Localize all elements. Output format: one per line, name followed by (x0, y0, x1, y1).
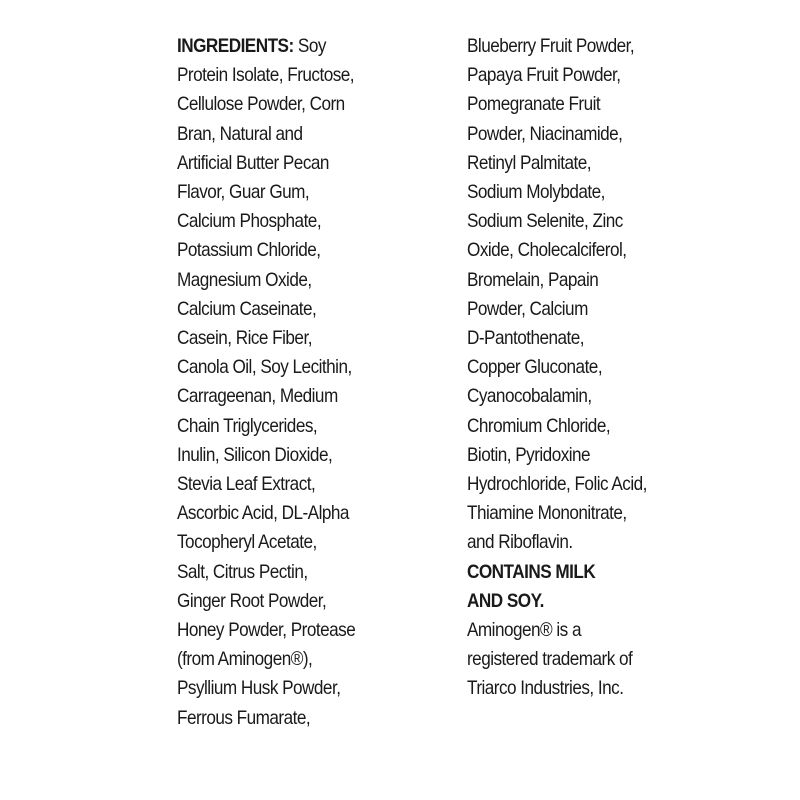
ingredients-text-line: Stevia Leaf Extract, (177, 473, 316, 496)
ingredients-text-line: Casein, Rice Fiber, (177, 327, 312, 350)
ingredients-text-line: Powder, Niacinamide, (467, 122, 623, 145)
ingredients-text-line: Canola Oil, Soy Lecithin, (177, 356, 352, 379)
ingredients-text-line: Ferrous Fumarate, (177, 706, 311, 729)
ingredients-text-line: Chromium Chloride, (467, 414, 611, 437)
ingredients-text-line: Carrageenan, Medium (177, 385, 338, 408)
ingredients-text-line: Cellulose Powder, Corn (177, 93, 345, 116)
ingredients-text-line: Honey Powder, Protease (177, 619, 356, 642)
ingredients-text-line: Artificial Butter Pecan (177, 151, 329, 174)
ingredients-text-line: Salt, Citrus Pectin, (177, 560, 308, 583)
trademark-note-line: Triarco Industries, Inc. (467, 677, 624, 700)
ingredients-text-line: Magnesium Oxide, (177, 268, 312, 291)
ingredients-text-line: Flavor, Guar Gum, (177, 181, 310, 204)
ingredients-text-line: Oxide, Cholecalciferol, (467, 239, 627, 262)
ingredients-text-line: Pomegranate Fruit (467, 93, 601, 116)
ingredients-text-line: Bran, Natural and (177, 122, 303, 145)
ingredients-text-line: Tocopheryl Acetate, (177, 531, 317, 554)
ingredients-text-line: Ascorbic Acid, DL-Alpha (177, 502, 349, 525)
ingredients-text-line: Psyllium Husk Powder, (177, 677, 341, 700)
ingredients-text-line: Sodium Selenite, Zinc (467, 210, 623, 233)
trademark-note-line: registered trademark of (467, 648, 633, 671)
ingredients-text-line: Cyanocobalamin, (467, 385, 592, 408)
ingredients-text-line: Calcium Phosphate, (177, 210, 322, 233)
ingredients-first-line (177, 32, 388, 61)
ingredients-text-line: and Riboflavin. (467, 531, 573, 554)
ingredients-text-line: (from Aminogen®), (177, 648, 313, 671)
ingredients-text-line: Chain Triglycerides, (177, 414, 318, 437)
ingredients-text-line: Blueberry Fruit Powder, (467, 35, 635, 57)
ingredients-text-line: Calcium Caseinate, (177, 297, 317, 320)
ingredients-text-line: Retinyl Palmitate, (467, 151, 592, 174)
ingredients-text-line: Potassium Chloride, (177, 239, 321, 262)
ingredients-column-left (177, 32, 388, 733)
ingredients-text-line: Protein Isolate, Fructose, (177, 64, 355, 87)
ingredients-text-line: Biotin, Pyridoxine (467, 443, 591, 466)
ingredients-text-line: Bromelain, Papain (467, 268, 599, 291)
ingredients-text-line: Inulin, Silicon Dioxide, (177, 443, 333, 466)
ingredients-text-line: Sodium Molybdate, (467, 181, 605, 204)
allergen-statement-line: CONTAINS MILK (467, 560, 596, 583)
ingredients-heading: INGREDIENTS: (177, 35, 294, 57)
ingredients-text-line: Ginger Root Powder, (177, 589, 327, 612)
ingredients-column-right (467, 32, 678, 704)
trademark-note-line: Aminogen® is a (467, 619, 582, 642)
ingredients-text-line: Papaya Fruit Powder, (467, 64, 621, 87)
ingredients-text-line: D-Pantothenate, (467, 327, 585, 350)
ingredients-text-line: Copper Gluconate, (467, 356, 603, 379)
ingredients-text-line: Thiamine Mononitrate, (467, 502, 627, 525)
ingredients-text-line: Powder, Calcium (467, 297, 588, 320)
ingredients-text-line: Hydrochloride, Folic Acid, (467, 473, 647, 496)
ingredients-text-line: Soy (297, 35, 326, 57)
allergen-statement-line: AND SOY. (467, 589, 544, 612)
